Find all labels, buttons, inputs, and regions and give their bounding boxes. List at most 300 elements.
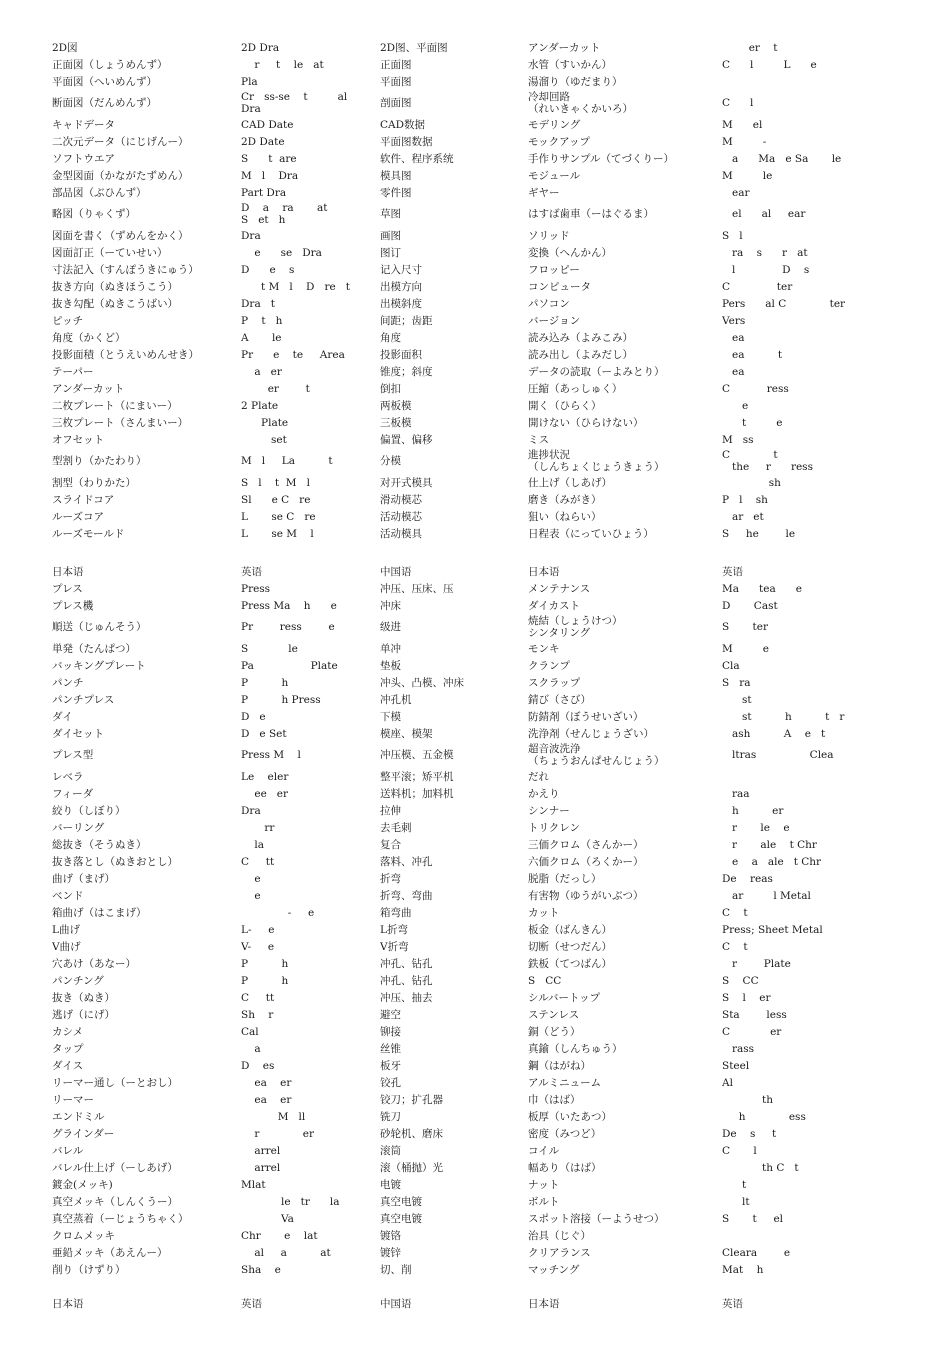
english-term-cell: t	[722, 1178, 747, 1191]
english-term-cell: P t h	[241, 314, 283, 327]
chinese-term-cell: 出模方向	[380, 280, 422, 293]
japanese-term-cell: 日程表（にっていひょう）	[528, 527, 654, 540]
chinese-term-cell: 中国语	[380, 1297, 412, 1310]
japanese-term-cell: 水管（すいかん）	[528, 58, 612, 71]
english-term-cell: Steel	[722, 1059, 750, 1072]
english-term-cell: Ma tea e	[722, 582, 802, 595]
english-term-cell: Cal	[241, 1025, 259, 1038]
glossary-row	[0, 742, 950, 768]
glossary-row	[0, 491, 950, 508]
japanese-term-cell: 密度（みつど）	[528, 1127, 602, 1140]
chinese-term-cell: 零件图	[380, 186, 412, 199]
japanese-term-cell: 日本语	[52, 565, 84, 578]
english-term-cell: e	[241, 872, 261, 885]
english-term-cell: la	[241, 838, 264, 851]
english-term-cell: l D s	[722, 263, 810, 276]
english-term-cell: Cla	[722, 659, 740, 672]
japanese-term-cell: ステンレス	[528, 1008, 580, 1021]
chinese-term-cell: 切、削	[380, 1263, 412, 1276]
english-term-cell: Dra t	[241, 297, 275, 310]
chinese-term-cell: 倒扣	[380, 382, 401, 395]
chinese-term-cell: 箱弯曲	[380, 906, 412, 919]
english-term-cell: arrel	[241, 1144, 281, 1157]
glossary-row	[0, 448, 950, 474]
japanese-term-cell: 2D図	[52, 41, 78, 54]
english-term-cell: a Ma e Sa le	[722, 152, 842, 165]
japanese-term-cell: 錆び（さび）	[528, 693, 591, 706]
glossary-row	[0, 431, 950, 448]
chinese-term-cell: 复合	[380, 838, 401, 851]
chinese-term-cell: 丝锥	[380, 1042, 401, 1055]
glossary-row	[0, 73, 950, 90]
chinese-term-cell: 整平滚；矫平机	[380, 770, 454, 783]
english-term-cell: C ter	[722, 280, 793, 293]
japanese-term-cell: 磨き（みがき）	[528, 493, 602, 506]
japanese-term-cell: だれ	[528, 770, 549, 783]
japanese-term-cell: 穴あけ（あなー）	[52, 957, 136, 970]
glossary-row	[0, 133, 950, 150]
japanese-term-cell: スクラップ	[528, 676, 581, 689]
english-term-cell: ash A e t	[722, 727, 826, 740]
japanese-term-cell: 真空蒸着（ーじょうちゃく）	[52, 1212, 189, 1225]
japanese-term-cell: ミス	[528, 433, 549, 446]
english-term-cell: er t	[241, 382, 310, 395]
chinese-term-cell: 正面图	[380, 58, 412, 71]
english-term-cell: st	[722, 693, 752, 706]
japanese-term-cell: 防錆剤（ぼうせいざい）	[528, 710, 644, 723]
japanese-term-cell: プレス型	[52, 749, 94, 761]
english-term-cell: D e	[241, 710, 266, 723]
japanese-term-cell: 冷却回路 （れいきゃくかいろ）	[528, 91, 633, 115]
english-term-cell: e se Dra	[241, 246, 322, 259]
japanese-term-cell: 抜き方向（ぬきほうこう）	[52, 280, 178, 293]
english-term-cell: Mlat	[241, 1178, 266, 1191]
english-term-cell: C l L e	[722, 58, 817, 71]
japanese-term-cell: 六価クロム（ろくかー）	[528, 855, 644, 868]
english-term-cell: C t	[722, 940, 748, 953]
glossary-row	[0, 938, 950, 955]
japanese-term-cell: はすば歯車（ーはぐるま）	[528, 208, 654, 220]
english-term-cell: Pers al C ter	[722, 297, 846, 310]
glossary-row	[0, 921, 950, 938]
japanese-term-cell: モジュール	[528, 169, 581, 182]
glossary-row	[0, 853, 950, 870]
chinese-term-cell: 2D图、平面图	[380, 41, 448, 54]
glossary-row	[0, 312, 950, 329]
chinese-term-cell: 铣刀	[380, 1110, 401, 1123]
english-term-cell: r Plate	[722, 957, 791, 970]
japanese-term-cell: 有害物（ゆうがいぶつ）	[528, 889, 644, 902]
japanese-term-cell: 読み出し（よみだし）	[528, 348, 633, 361]
english-term-cell: ra s r at	[722, 246, 808, 259]
japanese-term-cell: 寸法記入（すんぽうきにゅう）	[52, 263, 199, 276]
japanese-term-cell: アンダーカット	[52, 382, 125, 395]
english-term-cell: st h t r	[722, 710, 845, 723]
english-term-cell: h ess	[722, 1110, 806, 1123]
japanese-term-cell: プレス機	[52, 599, 94, 612]
japanese-term-cell: 抜き（ぬき）	[52, 991, 115, 1004]
japanese-term-cell: 日本语	[528, 565, 560, 578]
glossary-row	[0, 580, 950, 597]
glossary-section-3-header	[0, 1295, 950, 1312]
english-term-cell: S l	[722, 229, 743, 242]
chinese-term-cell: 出模斜度	[380, 297, 422, 310]
english-term-cell: lt	[722, 1195, 750, 1208]
japanese-term-cell: 湯溜り（ゆだまり）	[528, 75, 623, 88]
english-term-cell: M ll	[241, 1110, 306, 1123]
english-term-cell: C tt	[241, 855, 275, 868]
english-term-cell: ea	[722, 331, 745, 344]
japanese-term-cell: 割型（わりかた）	[52, 476, 136, 489]
english-term-cell: th	[722, 1093, 774, 1106]
japanese-term-cell: クリアランス	[528, 1246, 591, 1259]
english-term-cell: D e s	[241, 263, 295, 276]
english-term-cell: Sh r	[241, 1008, 274, 1021]
japanese-term-cell: ダイス	[52, 1059, 84, 1072]
glossary-row	[0, 972, 950, 989]
english-term-cell: V- e	[241, 940, 275, 953]
glossary-row	[0, 295, 950, 312]
glossary-row	[0, 508, 950, 525]
english-term-cell: Mat h	[722, 1263, 764, 1276]
english-term-cell: 英语	[722, 565, 743, 578]
glossary-row	[0, 201, 950, 227]
japanese-term-cell: トリクレン	[528, 821, 581, 834]
japanese-term-cell: ルーズモールド	[52, 527, 125, 540]
english-term-cell: r t le at	[241, 58, 324, 71]
japanese-term-cell: 単発（たんぱつ）	[52, 642, 136, 655]
english-term-cell: C l	[722, 97, 754, 109]
english-term-cell: Sta less	[722, 1008, 787, 1021]
glossary-row	[0, 955, 950, 972]
english-term-cell: 英语	[241, 565, 262, 578]
english-term-cell: Pla	[241, 75, 258, 88]
chinese-term-cell: L折弯	[380, 923, 408, 936]
english-term-cell: M e	[722, 642, 770, 655]
japanese-term-cell: 板厚（いたあつ）	[528, 1110, 612, 1123]
english-term-cell: e	[241, 889, 261, 902]
english-term-cell: Sha e	[241, 1263, 281, 1276]
glossary-row	[0, 397, 950, 414]
japanese-term-cell: スポット溶接（ーようせつ）	[528, 1212, 665, 1225]
english-term-cell: C t the r ress	[722, 449, 813, 473]
japanese-term-cell: アルミニューム	[528, 1076, 602, 1089]
english-term-cell: arrel	[241, 1161, 281, 1174]
japanese-term-cell: フロッピー	[528, 263, 580, 276]
japanese-term-cell: 正面図（しょうめんず）	[52, 58, 168, 71]
chinese-term-cell: 拉伸	[380, 804, 401, 817]
english-term-cell: th C t	[722, 1161, 799, 1174]
english-term-cell: a er	[241, 365, 282, 378]
japanese-term-cell: 抜き勾配（ぬきこうばい）	[52, 297, 178, 310]
english-term-cell: r ale t Chr	[722, 838, 817, 851]
japanese-term-cell: 板金（ばんきん）	[528, 923, 612, 936]
english-term-cell: Pr e te Area	[241, 348, 345, 361]
glossary-row	[0, 1261, 950, 1278]
english-term-cell: 英语	[722, 1297, 743, 1310]
glossary-section-1	[0, 39, 950, 542]
english-term-cell: M el	[722, 118, 763, 131]
japanese-term-cell: 銅（どう）	[528, 1025, 581, 1038]
english-term-cell: h er	[722, 804, 784, 817]
japanese-term-cell: 治具（じぐ）	[528, 1229, 591, 1242]
english-term-cell: le tr la	[241, 1195, 340, 1208]
japanese-term-cell: 略図（りゃくず）	[52, 208, 136, 220]
english-term-cell: Plate	[241, 416, 289, 429]
japanese-term-cell: 圧縮（あっしゅく）	[528, 382, 623, 395]
chinese-term-cell: 折弯	[380, 872, 401, 885]
english-term-cell: C tt	[241, 991, 275, 1004]
japanese-term-cell: 三枚プレート（さんまいー）	[52, 416, 189, 429]
english-term-cell: Cleara e	[722, 1246, 791, 1259]
japanese-term-cell: パンチ	[52, 676, 84, 689]
english-term-cell: M l Dra	[241, 169, 299, 182]
chinese-term-cell: 冲压、压床、压	[380, 582, 454, 595]
chinese-term-cell: 冲压模、五金模	[380, 749, 454, 761]
english-term-cell: P h	[241, 957, 289, 970]
english-term-cell: P h	[241, 676, 289, 689]
english-term-cell: Pr ress e	[241, 621, 335, 633]
japanese-term-cell: スライドコア	[52, 493, 115, 506]
english-term-cell: er t	[722, 41, 778, 54]
chinese-term-cell: 真空电镀	[380, 1212, 422, 1225]
english-term-cell: D a ra at S et h	[241, 202, 328, 226]
japanese-term-cell: 仕上げ（しあげ）	[528, 476, 612, 489]
chinese-term-cell: 软件、程序系统	[380, 152, 454, 165]
english-term-cell: C er	[722, 1025, 782, 1038]
chinese-term-cell: 两板模	[380, 399, 412, 412]
japanese-term-cell: V曲げ	[52, 940, 81, 953]
english-term-cell	[722, 1227, 932, 1244]
glossary-row	[0, 525, 950, 542]
glossary-row	[0, 1023, 950, 1040]
chinese-term-cell: 板牙	[380, 1059, 401, 1072]
english-term-cell: Pa Plate	[241, 659, 338, 672]
japanese-term-cell: 順送（じゅんそう）	[52, 621, 147, 633]
chinese-term-cell: 分模	[380, 455, 401, 467]
chinese-term-cell: 记入尺寸	[380, 263, 422, 276]
japanese-term-cell: 図面を書く（ずめんをかく）	[52, 229, 189, 242]
chinese-term-cell: 冲头、凸模、冲床	[380, 676, 464, 689]
japanese-term-cell: 部品図（ぶひんず）	[52, 186, 147, 199]
japanese-term-cell: ソリッド	[528, 229, 570, 242]
japanese-term-cell: 洗浄剤（せんじょうざい）	[528, 727, 654, 740]
japanese-term-cell: L曲げ	[52, 923, 80, 936]
glossary-row	[0, 116, 950, 133]
chinese-term-cell: 剖面图	[380, 97, 412, 109]
english-term-cell: M l La t	[241, 455, 333, 467]
chinese-term-cell: 冲孔、钻孔	[380, 974, 433, 987]
glossary-row	[0, 278, 950, 295]
english-term-cell: r er	[241, 1127, 314, 1140]
english-term-cell: S l t M l	[241, 476, 310, 489]
chinese-term-cell: 滑动模芯	[380, 493, 422, 506]
english-term-cell: Press M l	[241, 749, 301, 761]
glossary-row	[0, 474, 950, 491]
chinese-term-cell: 图订	[380, 246, 401, 259]
chinese-term-cell: 冲床	[380, 599, 401, 612]
english-term-cell: Sl e C re	[241, 493, 311, 506]
japanese-term-cell: 亜鉛メッキ（あえんー）	[52, 1246, 168, 1259]
chinese-term-cell: 去毛刺	[380, 821, 412, 834]
japanese-term-cell: バレル仕上げ（ーしあげ）	[52, 1161, 178, 1174]
japanese-term-cell: データの読取（ーよみとり）	[528, 365, 665, 378]
english-term-cell: 2D Dra	[241, 41, 280, 54]
japanese-term-cell: ボルト	[528, 1195, 560, 1208]
english-term-cell: P h Press	[241, 693, 321, 706]
english-term-cell: L se M l	[241, 527, 314, 540]
english-term-cell: Press	[241, 582, 271, 595]
english-term-cell: Vers	[722, 314, 746, 327]
japanese-term-cell: 削り（けずり）	[52, 1263, 126, 1276]
japanese-term-cell: カット	[528, 906, 560, 919]
glossary-row	[0, 1176, 950, 1193]
english-term-cell: ee er	[241, 787, 289, 800]
glossary-row	[0, 39, 950, 56]
japanese-term-cell: ピッチ	[52, 314, 84, 327]
japanese-term-cell: レベラ	[52, 770, 84, 783]
japanese-term-cell: ソフトウエア	[52, 152, 115, 165]
english-term-cell: el al ear	[722, 208, 806, 220]
glossary-row	[0, 167, 950, 184]
japanese-term-cell: 二枚プレート（にまいー）	[52, 399, 178, 412]
glossary-row	[0, 640, 950, 657]
english-term-cell: raa	[722, 787, 750, 800]
english-term-cell: ea	[722, 365, 745, 378]
japanese-term-cell: オフセット	[52, 433, 105, 446]
glossary-row	[0, 725, 950, 742]
english-term-cell: D es	[241, 1059, 275, 1072]
japanese-term-cell: クロムメッキ	[52, 1229, 115, 1242]
chinese-term-cell: 三板模	[380, 416, 412, 429]
english-term-cell: L se C re	[241, 510, 316, 523]
japanese-term-cell: ダイカスト	[528, 599, 580, 612]
english-term-cell: - e	[241, 906, 315, 919]
glossary-row	[0, 1057, 950, 1074]
glossary-row	[0, 329, 950, 346]
english-term-cell: M le	[722, 169, 773, 182]
japanese-term-cell: 読み込み（よみこみ）	[528, 331, 633, 344]
english-term-cell: Press Ma h e	[241, 599, 337, 612]
english-term-cell: S CC	[722, 974, 759, 987]
japanese-term-cell: 平面図（へいめんず）	[52, 75, 157, 88]
chinese-term-cell: 垫板	[380, 659, 401, 672]
chinese-term-cell: 铰刀；扩孔器	[380, 1093, 443, 1106]
english-term-cell: 2D Date	[241, 135, 285, 148]
glossary-row	[0, 1210, 950, 1227]
english-term-cell: Cr ss-se t al Dra	[241, 91, 348, 115]
glossary-row	[0, 90, 950, 116]
chinese-term-cell: 送料机；加料机	[380, 787, 454, 800]
glossary-row	[0, 56, 950, 73]
glossary-section-2	[0, 563, 950, 1278]
japanese-term-cell: S CC	[528, 974, 562, 987]
english-term-cell: S l er	[722, 991, 771, 1004]
english-term-cell: ar l Metal	[722, 889, 811, 902]
japanese-term-cell: 絞り（しぼり）	[52, 804, 126, 817]
chinese-term-cell: 活动模具	[380, 527, 422, 540]
chinese-term-cell: 冲孔、钻孔	[380, 957, 433, 970]
japanese-term-cell: パンチング	[52, 974, 104, 987]
glossary-row	[0, 802, 950, 819]
glossary-row	[0, 1295, 950, 1312]
japanese-term-cell: 超音波洗浄 （ちょうおんぱせんじょう）	[528, 743, 665, 767]
japanese-term-cell: かえり	[528, 787, 560, 800]
glossary-row	[0, 887, 950, 904]
japanese-term-cell: 曲げ（まげ）	[52, 872, 115, 885]
chinese-term-cell: 级进	[380, 621, 401, 633]
english-term-cell: Va	[241, 1212, 294, 1225]
glossary-row	[0, 836, 950, 853]
japanese-term-cell: 投影面積（とうえいめんせき）	[52, 348, 199, 361]
english-term-cell: Al	[722, 1076, 733, 1089]
english-term-cell: C t	[722, 906, 748, 919]
glossary-row	[0, 989, 950, 1006]
japanese-term-cell: 逃げ（にげ）	[52, 1008, 115, 1021]
glossary-row	[0, 1074, 950, 1091]
english-term-cell: S t are	[241, 152, 297, 165]
chinese-term-cell: 活动模芯	[380, 510, 422, 523]
english-term-cell: 2 Plate	[241, 399, 279, 412]
glossary-row	[0, 563, 950, 580]
japanese-term-cell: グラインダー	[52, 1127, 115, 1140]
chinese-term-cell: 下模	[380, 710, 401, 723]
chinese-term-cell: 冲压、抽去	[380, 991, 433, 1004]
glossary-row	[0, 1006, 950, 1023]
japanese-term-cell: 真鍮（しんちゅう）	[528, 1042, 623, 1055]
chinese-term-cell: 草图	[380, 208, 401, 220]
chinese-term-cell: 偏置、偏移	[380, 433, 433, 446]
japanese-term-cell: 金型図面（かながたずめん）	[52, 169, 189, 182]
japanese-term-cell: タップ	[52, 1042, 84, 1055]
glossary-row	[0, 870, 950, 887]
japanese-term-cell: シンナー	[528, 804, 570, 817]
english-term-cell: S ter	[722, 621, 769, 633]
japanese-term-cell: カシメ	[52, 1025, 84, 1038]
japanese-term-cell: 総抜き（そうぬき）	[52, 838, 147, 851]
japanese-term-cell: クランプ	[528, 659, 570, 672]
japanese-term-cell: ギヤー	[528, 186, 560, 199]
glossary-row	[0, 380, 950, 397]
chinese-term-cell: 滚（桶抛）光	[380, 1161, 443, 1174]
chinese-term-cell: 间距；齿距	[380, 314, 433, 327]
chinese-term-cell: 冲孔机	[380, 693, 412, 706]
glossary-row	[0, 227, 950, 244]
english-term-cell: De s t	[722, 1127, 777, 1140]
japanese-term-cell: 焼結（しょうけつ） シンタリング	[528, 615, 623, 639]
english-term-cell	[722, 768, 932, 785]
english-term-cell: sh	[722, 476, 781, 489]
chinese-term-cell: 落料、冲孔	[380, 855, 433, 868]
chinese-term-cell: 铰孔	[380, 1076, 401, 1089]
chinese-term-cell: V折弯	[380, 940, 409, 953]
english-term-cell: set	[241, 433, 287, 446]
english-term-cell: CAD Date	[241, 118, 294, 131]
japanese-term-cell: ルーズコア	[52, 510, 104, 523]
chinese-term-cell: 滚筒	[380, 1144, 401, 1157]
chinese-term-cell: 平面图数据	[380, 135, 433, 148]
chinese-term-cell: 砂轮机、磨床	[380, 1127, 443, 1140]
english-term-cell: Part Dra	[241, 186, 287, 199]
english-term-cell: rr	[241, 821, 275, 834]
english-term-cell: M -	[722, 135, 767, 148]
chinese-term-cell: 投影面积	[380, 348, 422, 361]
english-term-cell: S ra	[722, 676, 751, 689]
chinese-term-cell: 锥度；斜度	[380, 365, 433, 378]
chinese-term-cell: 电镀	[380, 1178, 401, 1191]
glossary-row	[0, 614, 950, 640]
glossary-row	[0, 674, 950, 691]
